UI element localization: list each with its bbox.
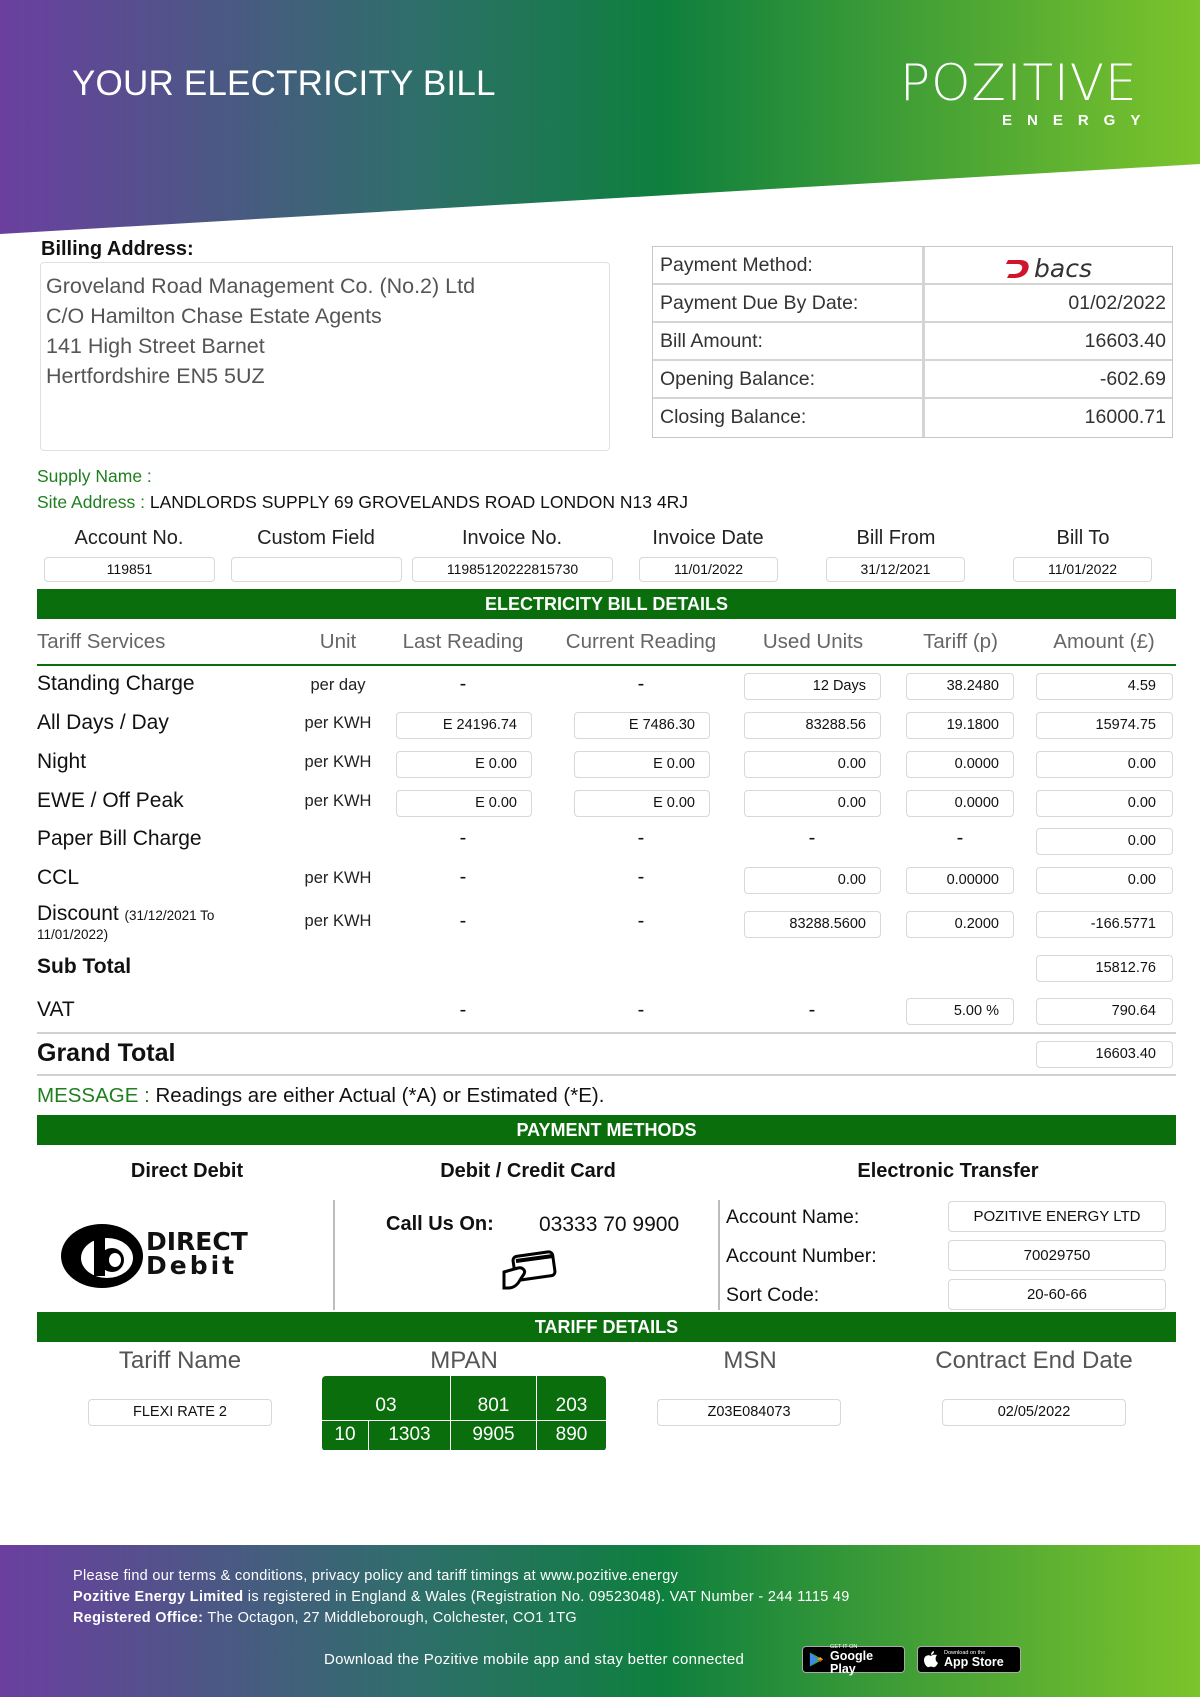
amount-cell: 0.00 [1036,867,1173,894]
summary-label: Bill Amount: [653,323,925,359]
account-no-field: 119851 [44,557,215,582]
summary-row [653,399,1172,437]
footer-registration-text: is registered in England & Wales (Registration No. 09523048). VAT Number - 244 1115 49 [243,1589,850,1605]
payment-methods-bar: PAYMENT METHODS [37,1115,1176,1145]
current-reading-cell: E 7486.30 [574,712,710,739]
th-current-reading: Current Reading [565,630,717,653]
summary-label: Closing Balance: [653,399,925,437]
th-tariff: Tariff (p) [923,630,998,653]
divider [37,1032,1176,1034]
mpan-grid [322,1376,606,1451]
contract-end-date-header: Contract End Date [935,1347,1133,1374]
amount-cell: 0.00 [1036,790,1173,817]
tariff-cell: 0.2000 [906,911,1014,938]
summary-label: Opening Balance: [653,361,925,397]
vat-rate-cell: 5.00 % [906,998,1014,1025]
header-divider [37,664,1176,666]
footer-company-name: Pozitive Energy Limited [73,1589,244,1605]
current-reading-cell: - [637,910,645,932]
google-play-small: GET IT ON [830,1643,858,1650]
message [37,1084,604,1108]
bill-to-header: Bill To [1056,527,1110,549]
tariff-cell: 0.0000 [906,751,1014,778]
amount-cell: 4.59 [1036,673,1173,700]
last-reading-cell: E 0.00 [396,751,532,778]
direct-debit-logo [60,1222,260,1290]
invoice-date-header: Invoice Date [652,527,764,549]
unit-cell: per KWH [304,714,372,732]
column-divider [718,1200,720,1310]
current-reading-cell: - [637,827,645,849]
billing-address-label: Billing Address: [41,238,194,260]
th-last-reading: Last Reading [402,630,524,653]
current-reading-cell: - [637,673,645,695]
sort-code-value: 20-60-66 [948,1279,1166,1310]
column-divider [333,1200,335,1310]
summary-value: 01/02/2022 [1068,292,1166,314]
footer-terms: Please find our terms & conditions, privacy policy and tariff timings at www.pozitive.energy [73,1568,679,1584]
used-units-cell: 83288.5600 [744,911,881,938]
unit-cell: per KWH [304,792,372,810]
th-unit: Unit [319,630,357,653]
unit-cell: per KWH [304,753,372,771]
last-reading-cell: - [459,673,467,695]
footer-office-label: Registered Office: [73,1610,204,1626]
used-units-cell: 0.00 [744,790,881,817]
summary-value: 16603.40 [1084,330,1166,352]
direct-debit-icon [60,1222,150,1290]
th-used-units: Used Units [762,630,864,653]
row-label-all-days: All Days / Day [37,711,169,734]
google-play-icon [809,1651,824,1668]
custom-field-header: Custom Field [257,527,375,549]
footer-download-text: Download the Pozitive mobile app and stay better connected [324,1651,745,1668]
used-units-cell: 83288.56 [744,712,881,739]
amount-cell: 0.00 [1036,751,1173,778]
page-title: YOUR ELECTRICITY BILL [72,64,496,103]
last-reading-cell: E 0.00 [396,790,532,817]
used-units-cell: 12 Days [744,673,881,700]
card-payment-icon [500,1250,560,1292]
google-play-badge[interactable] [802,1643,905,1676]
grand-total-amount: 16603.40 [1036,1041,1173,1068]
account-number-value: 70029750 [948,1240,1166,1271]
tariff-details-bar: TARIFF DETAILS [37,1312,1176,1342]
current-reading-cell: - [637,866,645,888]
payment-summary-table [652,246,1173,438]
summary-value: -602.69 [1099,368,1166,390]
billing-address-box [40,262,610,451]
subtotal-amount: 15812.76 [1036,955,1173,982]
sort-code-label: Sort Code: [726,1284,820,1306]
mpan-bottom-cell: 890 [536,1420,607,1451]
call-us-label: Call Us On: [386,1213,494,1235]
mpan-bottom-cell: 9905 [450,1420,537,1451]
tariff-cell: 0.00000 [906,867,1014,894]
row-label-discount [37,902,214,926]
discount-period: (31/12/2021 To [124,908,215,923]
account-name-value: POZITIVE ENERGY LTD [948,1201,1166,1232]
invoice-no-field: 11985120222815730 [412,557,613,582]
unit-cell: per day [310,676,366,694]
mpan-top-cell: 203 [536,1375,607,1421]
invoice-no-header: Invoice No. [461,527,563,549]
tariff-cell: 19.1800 [906,712,1014,739]
row-label-ccl: CCL [37,866,80,889]
current-reading-cell: E 0.00 [574,751,710,778]
direct-debit-word2: Debit [146,1251,238,1280]
tariff-cell: 38.2480 [906,673,1014,700]
summary-row [653,247,1172,285]
account-number-label: Account Number: [726,1245,877,1267]
mpan-bottom-cell: 10 [321,1420,369,1451]
tariff-cell: 0.0000 [906,790,1014,817]
used-units-cell: - [808,827,816,849]
used-units-cell: - [808,999,816,1021]
summary-row [653,361,1172,399]
discount-period-end: 11/01/2022) [37,927,109,942]
last-reading-cell: - [459,910,467,932]
bill-from-field: 31/12/2021 [826,557,965,582]
row-label-paper-bill-charge: Paper Bill Charge [37,827,202,850]
mpan-header: MPAN [430,1347,498,1374]
amount-cell: 15974.75 [1036,712,1173,739]
current-reading-cell: E 0.00 [574,790,710,817]
message-label: MESSAGE : [37,1084,150,1107]
address-line: 141 High Street Barnet [46,334,265,358]
supply-name-label: Supply Name : [37,466,152,486]
tariff-name-header: Tariff Name [118,1347,242,1374]
message-text: Readings are either Actual (*A) or Estimated (*E). [155,1084,605,1107]
tariff-name-field: FLEXI RATE 2 [88,1399,272,1426]
current-reading-cell: - [637,999,645,1021]
card-heading: Debit / Credit Card [440,1160,616,1182]
site-address-value: LANDLORDS SUPPLY 69 GROVELANDS ROAD LONDON N13 4RJ [149,492,688,512]
amount-cell: 0.00 [1036,828,1173,855]
site-address-label: Site Address : [37,492,145,512]
grand-total-label: Grand Total [37,1039,176,1067]
electronic-transfer-heading: Electronic Transfer [857,1160,1039,1182]
apple-icon [924,1651,938,1668]
google-play-label: Google Play [830,1648,874,1676]
summary-label: Payment Due By Date: [653,285,925,321]
last-reading-cell: E 24196.74 [396,712,532,739]
mpan-top-cell: 03 [321,1375,451,1421]
account-name-label: Account Name: [726,1206,860,1228]
used-units-cell: 0.00 [744,867,881,894]
app-store-small: Download on the [944,1650,986,1656]
amount-cell: -166.5771 [1036,911,1173,938]
summary-label: Payment Method: [653,247,925,283]
msn-field: Z03E084073 [657,1399,841,1426]
row-label-standing-charge: Standing Charge [37,672,195,695]
tariff-cell: - [956,827,964,849]
site-address [37,492,688,513]
row-label-night: Night [37,750,87,773]
card-phone-number: 03333 70 9900 [539,1213,680,1236]
bill-to-field: 11/01/2022 [1013,557,1152,582]
last-reading-cell: - [459,866,467,888]
pozitive-energy-logo [900,40,1156,135]
summary-row [653,285,1172,323]
row-label-ewe-off-peak: EWE / Off Peak [37,789,184,812]
mpan-bottom-cell: 1303 [368,1420,451,1451]
contract-end-date-field: 02/05/2022 [942,1399,1126,1426]
unit-cell: per KWH [304,869,372,887]
footer-office [73,1610,577,1626]
th-tariff-services: Tariff Services [37,630,166,653]
summary-row [653,323,1172,361]
electricity-bill-details-bar: ELECTRICITY BILL DETAILS [37,589,1176,619]
last-reading-cell: - [459,827,467,849]
mpan-top-cell: 801 [450,1375,537,1421]
bacs-text: bacs [1034,254,1092,283]
msn-header: MSN [723,1347,777,1374]
logo-wordmark: POZITIVE [900,54,1138,112]
payment-method-value [925,247,1172,283]
direct-debit-heading: Direct Debit [130,1160,244,1182]
invoice-date-field: 11/01/2022 [639,557,778,582]
app-store-label: App Store [944,1655,1004,1669]
unit-cell: per KWH [304,912,372,930]
bacs-icon [1006,259,1032,279]
direct-debit-word1: DIRECT [146,1227,248,1256]
address-line: C/O Hamilton Chase Estate Agents [46,304,382,328]
bill-from-header: Bill From [856,527,936,549]
discount-label: Discount [37,902,119,925]
logo-subtitle: ENERGY [1002,112,1156,129]
divider [37,1074,1176,1076]
last-reading-cell: - [459,999,467,1021]
vat-amount: 790.64 [1036,998,1173,1025]
vat-label: VAT [37,998,75,1021]
app-store-badge[interactable] [917,1646,1021,1673]
bacs-logo [1006,254,1166,283]
footer-office-address: The Octagon, 27 Middleborough, Colchester, CO1 1TG [203,1610,577,1626]
direct-debit-logo-text [146,1227,248,1280]
account-no-header: Account No. [74,527,184,549]
footer-registration [73,1589,850,1605]
summary-value: 16000.71 [1084,406,1166,428]
subtotal-label: Sub Total [37,955,132,978]
used-units-cell: 0.00 [744,751,881,778]
address-line: Groveland Road Management Co. (No.2) Ltd [46,274,476,298]
th-amount: Amount (£) [1053,630,1155,653]
custom-field-field [231,557,402,582]
address-line: Hertfordshire EN5 5UZ [46,364,265,388]
